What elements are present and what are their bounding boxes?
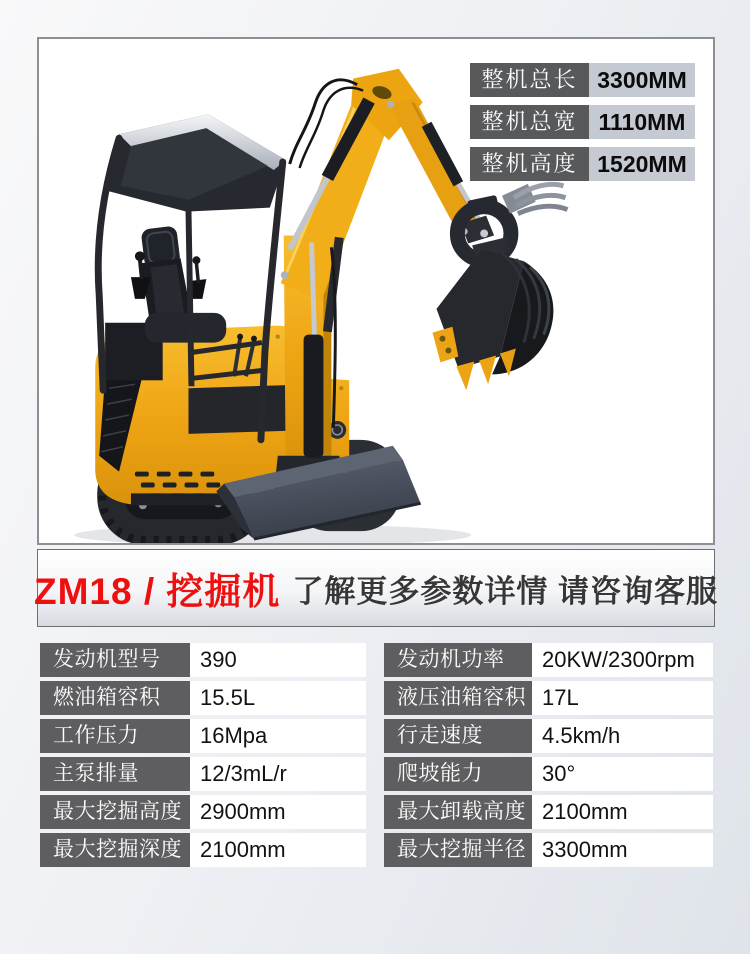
spec-label: 最大挖掘半径 xyxy=(384,833,532,867)
spec-row-hydraulic-tank xyxy=(384,681,713,715)
model-name: ZM18 / 挖掘机 xyxy=(33,571,281,612)
spec-label: 燃油箱容积 xyxy=(40,681,190,715)
spec-label: 发动机型号 xyxy=(40,643,190,677)
spec-value: 3300mm xyxy=(532,833,713,867)
badge-value: 1110MM xyxy=(589,105,695,139)
spec-row-travel-speed xyxy=(384,719,713,753)
spec-label: 爬坡能力 xyxy=(384,757,532,791)
spec-row-gradeability xyxy=(384,757,713,791)
spec-value: 20KW/2300rpm xyxy=(532,643,713,677)
spec-value: 15.5L xyxy=(190,681,366,715)
spec-label: 最大卸载高度 xyxy=(384,795,532,829)
dimension-badge-length xyxy=(470,63,695,97)
hero-image-panel xyxy=(37,37,715,545)
spec-value: 4.5km/h xyxy=(532,719,713,753)
spec-column-left xyxy=(40,643,366,867)
spec-row-fuel-tank xyxy=(40,681,366,715)
spec-value: 16Mpa xyxy=(190,719,366,753)
spec-row-max-dig-depth xyxy=(40,833,366,867)
spec-value: 390 xyxy=(190,643,366,677)
spec-value: 2100mm xyxy=(532,795,713,829)
spec-row-working-pressure xyxy=(40,719,366,753)
spec-row-engine-model xyxy=(40,643,366,677)
spec-label: 主泵排量 xyxy=(40,757,190,791)
spec-row-max-dig-height xyxy=(40,795,366,829)
spec-value: 12/3mL/r xyxy=(190,757,366,791)
spec-row-max-dump-height xyxy=(384,795,713,829)
spec-label: 最大挖掘高度 xyxy=(40,795,190,829)
badge-label: 整机总长 xyxy=(470,63,589,97)
badge-label: 整机高度 xyxy=(470,147,589,181)
spec-row-engine-power xyxy=(384,643,713,677)
spec-label: 行走速度 xyxy=(384,719,532,753)
spec-label: 最大挖掘深度 xyxy=(40,833,190,867)
spec-row-pump-displacement xyxy=(40,757,366,791)
dimension-badge-width xyxy=(470,105,695,139)
spec-value: 2100mm xyxy=(190,833,366,867)
dimension-badge-height xyxy=(470,147,695,181)
spec-value: 17L xyxy=(532,681,713,715)
badge-value: 1520MM xyxy=(589,147,695,181)
dimension-badges xyxy=(470,63,695,189)
spec-value: 30° xyxy=(532,757,713,791)
title-bar xyxy=(33,549,719,627)
spec-value: 2900mm xyxy=(190,795,366,829)
title-note: 了解更多参数详情 请咨询客服 xyxy=(292,573,719,609)
spec-row-max-dig-radius xyxy=(384,833,713,867)
spec-label: 发动机功率 xyxy=(384,643,532,677)
spec-label: 液压油箱容积 xyxy=(384,681,532,715)
badge-label: 整机总宽 xyxy=(470,105,589,139)
badge-value: 3300MM xyxy=(589,63,695,97)
spec-column-right xyxy=(384,643,713,867)
spec-label: 工作压力 xyxy=(40,719,190,753)
